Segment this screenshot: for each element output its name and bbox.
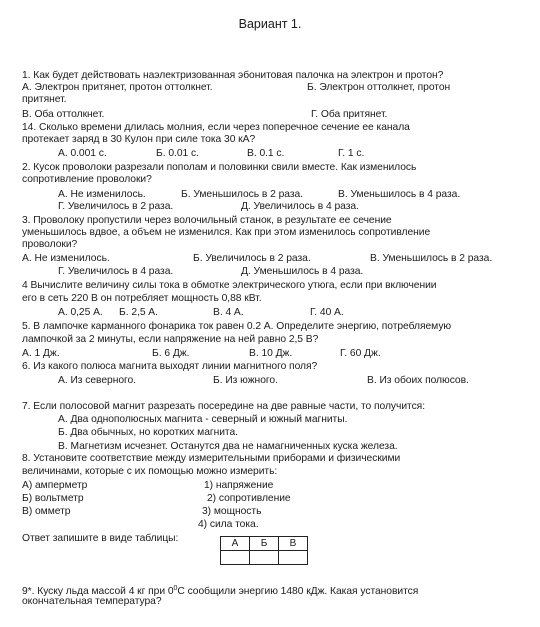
question-text: проволоки? <box>22 239 78 250</box>
question-2: 2. Кусок проволоки разрезали пополам и половинки свили вместе. Как изменилось <box>22 162 417 173</box>
answer-option: В. Уменьшилось в 2 раза. <box>370 253 493 264</box>
answer-option: Г. Увеличилось в 4 раза. <box>58 266 174 277</box>
answer-option: Д. Увеличилось в 4 раза. <box>241 201 359 212</box>
answer-option: А. Не изменилось. <box>22 253 110 264</box>
answer-option: Г. 1 с. <box>338 148 365 159</box>
table-answer-cell <box>221 551 250 565</box>
answer-option: А. Не изменилось. <box>58 189 146 200</box>
quantity-item: 1) напряжение <box>204 480 274 491</box>
page-title: Вариант 1. <box>238 17 302 31</box>
answer-option: Г. Оба притянет. <box>311 109 388 120</box>
question-text: его в сеть 220 В он потребляет мощность 0,88 кВт. <box>22 293 262 304</box>
question-3: 3. Проволоку пропустили через волочильный станок, в результате ее сечение <box>22 215 392 226</box>
table-header-cell: Б <box>250 537 279 551</box>
answer-option: Д. Уменьшилось в 4 раза. <box>241 266 364 277</box>
question-9-part: 9*. Куску льда массой 4 кг при 0 <box>22 586 174 597</box>
answer-option: Б. Увеличилось в 2 раза. <box>193 253 311 264</box>
table-header-cell: В <box>279 537 308 551</box>
question-4: 4 Вычислите величину силы тока в обмотке электрического утюга, если при включении <box>22 280 437 291</box>
question-text: уменьшилось вдвое, а объем не изменился. Как при этом изменилось сопротивление <box>22 227 431 238</box>
answer-option: В. Магнетизм исчезнет. Останутся два не намагниченных куска железа. <box>58 441 398 452</box>
answer-option: Б. Из южного. <box>213 375 278 386</box>
question-text: величинами, которые с их помощью можно измерить: <box>22 466 278 477</box>
answer-option: В. Из обоих полюсов. <box>367 375 469 386</box>
question-9-part: С сообщили энергию 1480 кДж. Какая установится <box>177 586 419 597</box>
answer-option: Б. 0.01 с. <box>156 148 199 159</box>
quantity-item: 2) сопротивление <box>207 493 291 504</box>
answer-option: А. Из северного. <box>58 375 136 386</box>
answer-option: Г. Увеличилось в 2 раза. <box>58 201 174 212</box>
answer-option: А. 1 Дж. <box>22 348 60 359</box>
answer-option: А. Два однополюсных магнита - северный и южный магниты. <box>58 414 348 425</box>
answer-option: Г. 40 А. <box>310 307 344 318</box>
answer-option: А. 0.001 с. <box>58 148 107 159</box>
question-7: 7. Если полосовой магнит разрезать посередине на две равные части, то получится: <box>22 401 426 412</box>
question-text: лампочкой за 2 минуты, если напряжение на ней равно 2,5 В? <box>22 334 319 345</box>
instrument-item: Б) вольтметр <box>22 493 84 504</box>
answer-option: А. 0,25 А. <box>58 307 103 318</box>
question-1: 1. Как будет действовать наэлектризованная эбонитовая палочка на электрон и протон? <box>22 70 444 81</box>
answer-table <box>220 536 308 565</box>
question-6: 6. Из какого полюса магнита выходят линии магнитного поля? <box>22 361 318 372</box>
answer-option: В. Уменьшилось в 4 раза. <box>338 189 461 200</box>
question-text: сопротивление проволоки? <box>22 174 152 185</box>
answer-option: Б. Электрон оттолкнет, протон <box>307 82 451 93</box>
degree-superscript: 0 <box>173 585 178 592</box>
answer-option: В. 10 Дж. <box>249 348 293 359</box>
instrument-item: А) амперметр <box>22 480 88 491</box>
answer-option: Б. Уменьшилось в 2 раза. <box>181 189 304 200</box>
instrument-item: В) омметр <box>22 506 71 517</box>
table-answer-cell <box>279 551 308 565</box>
question-8: 8. Установите соответствие между измерительными приборами и физическими <box>22 453 401 464</box>
answer-option: В. 0.1 с. <box>247 148 285 159</box>
answer-option: В. 4 А. <box>213 307 244 318</box>
answer-option: Б. Два обычных, но коротких магнита. <box>58 427 238 438</box>
answer-option: Г. 60 Дж. <box>340 348 381 359</box>
answer-option: Б. 2,5 А. <box>119 307 158 318</box>
quantity-item: 4) сила тока. <box>198 519 259 530</box>
answer-option: А. Электрон притянет, протон оттолкнет. <box>22 82 213 93</box>
answer-option: В. Оба оттолкнет. <box>22 109 105 120</box>
table-answer-cell <box>250 551 279 565</box>
question-text: протекает заряд в 30 Кулон при силе тока 30 кА? <box>22 134 256 145</box>
table-header-cell: А <box>221 537 250 551</box>
table-instruction: Ответ запишите в виде таблицы: <box>22 533 179 544</box>
answer-option: притянет. <box>22 94 67 105</box>
question-text: окончательная температура? <box>22 596 162 607</box>
quantity-item: 3) мощность <box>202 506 262 517</box>
question-14: 14. Сколько времени длилась молния, если через поперечное сечение ее канала <box>22 122 410 133</box>
question-5: 5. В лампочке карманного фонарика ток равен 0.2 А. Определите энергию, потребляемую <box>22 321 452 332</box>
answer-option: Б. 6 Дж. <box>152 348 190 359</box>
